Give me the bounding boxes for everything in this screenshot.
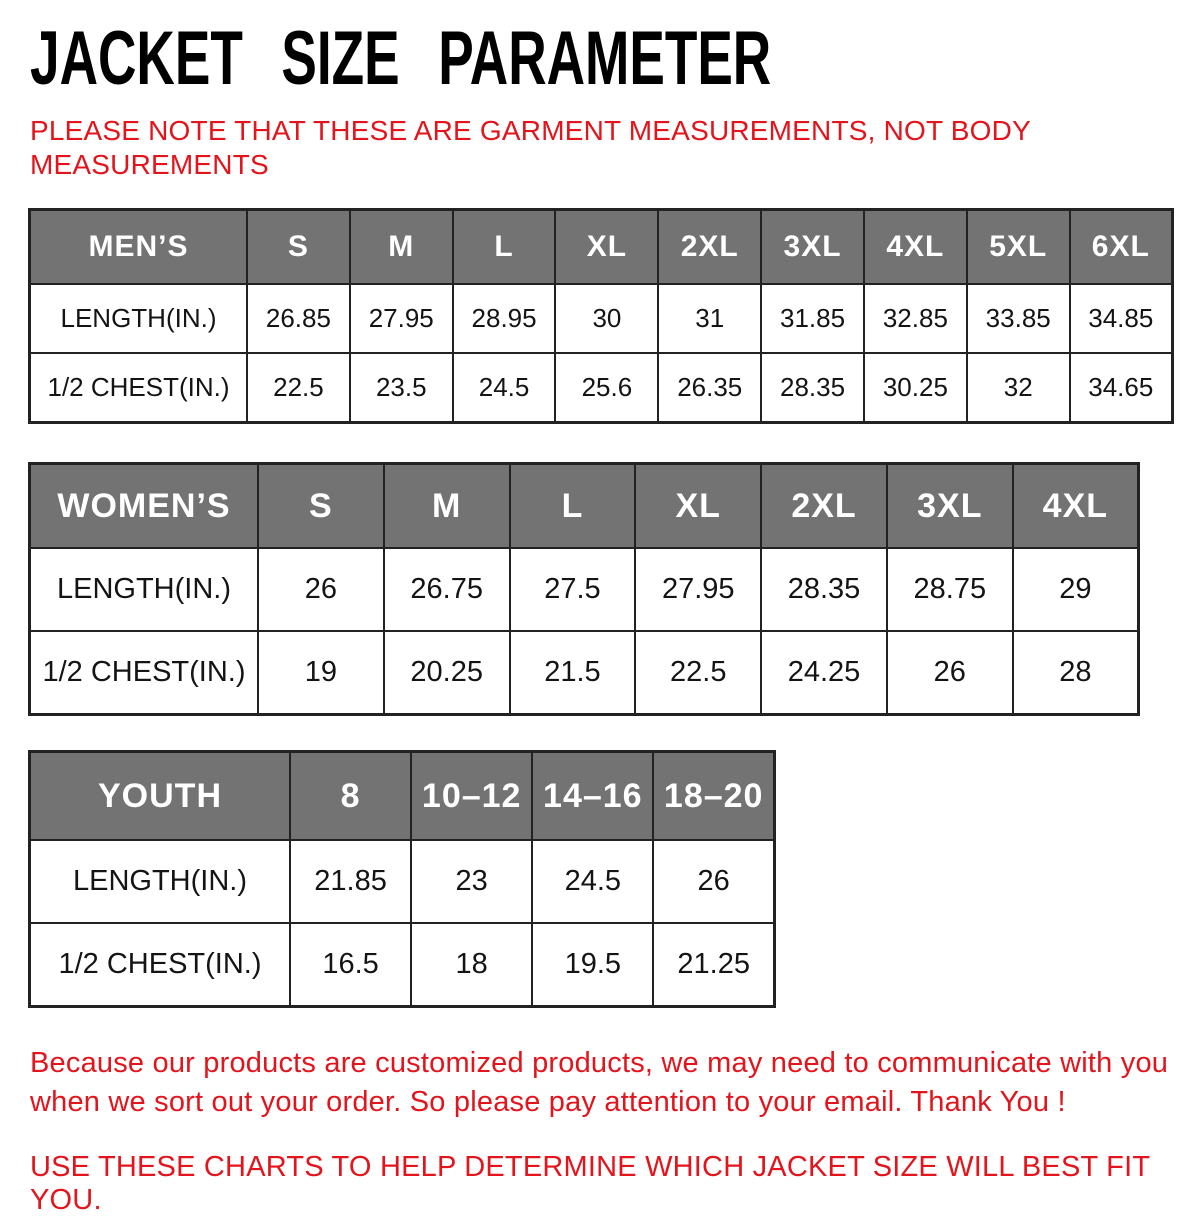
mens-table-row bbox=[30, 284, 1173, 353]
mens-measurement-cell: 28.95 bbox=[453, 284, 556, 353]
youth-size-table bbox=[28, 750, 776, 1008]
mens-measurement-cell: 32 bbox=[967, 353, 1070, 423]
womens-measurement-cell: 29 bbox=[1013, 548, 1139, 631]
youth-measurement-cell: 21.85 bbox=[290, 840, 411, 923]
womens-measurement-cell: 26.75 bbox=[384, 548, 510, 631]
mens-measurement-cell: 24.5 bbox=[453, 353, 556, 423]
mens-size-header: 2XL bbox=[658, 210, 761, 285]
womens-table-row bbox=[30, 631, 1139, 715]
womens-size-header: L bbox=[510, 464, 636, 549]
youth-table-row bbox=[30, 840, 775, 923]
mens-measurement-cell: 27.95 bbox=[350, 284, 453, 353]
mens-measurement-cell: 22.5 bbox=[247, 353, 350, 423]
note-line: MEASUREMENTS bbox=[30, 149, 269, 181]
womens-measurement-cell: 26 bbox=[258, 548, 384, 631]
youth-size-header: 14–16 bbox=[532, 752, 653, 841]
mens-size-header: 5XL bbox=[967, 210, 1070, 285]
mens-measurement-cell: 26.85 bbox=[247, 284, 350, 353]
youth-size-header: 18–20 bbox=[653, 752, 774, 841]
womens-size-header: 3XL bbox=[887, 464, 1013, 549]
youth-size-header: 8 bbox=[290, 752, 411, 841]
footer-line: Because our products are customized products, we may need to communicate with you bbox=[30, 1047, 1169, 1080]
womens-measurement-cell: 27.95 bbox=[635, 548, 761, 631]
mens-size-header: S bbox=[247, 210, 350, 285]
mens-category-header: MEN’S bbox=[30, 210, 248, 285]
youth-measurement-cell: 23 bbox=[411, 840, 532, 923]
womens-size-table bbox=[28, 462, 1140, 716]
mens-size-header: 4XL bbox=[864, 210, 967, 285]
size-chart-page bbox=[0, 16, 1200, 1228]
youth-category-header: YOUTH bbox=[30, 752, 291, 841]
mens-row-label: LENGTH(IN.) bbox=[30, 284, 248, 353]
garment-measurement-note bbox=[30, 114, 1200, 182]
note-line: PLEASE NOTE THAT THESE ARE GARMENT MEASUREMENTS, NOT BODY bbox=[30, 115, 1031, 146]
womens-table-row bbox=[30, 548, 1139, 631]
youth-measurement-cell: 21.25 bbox=[653, 923, 774, 1007]
womens-size-header: XL bbox=[635, 464, 761, 549]
womens-row-label: 1/2 CHEST(IN.) bbox=[30, 631, 259, 715]
youth-measurement-cell: 26 bbox=[653, 840, 774, 923]
mens-measurement-cell: 32.85 bbox=[864, 284, 967, 353]
mens-measurement-cell: 25.6 bbox=[555, 353, 658, 423]
mens-measurement-cell: 30 bbox=[555, 284, 658, 353]
youth-measurement-cell: 18 bbox=[411, 923, 532, 1007]
womens-row-label: LENGTH(IN.) bbox=[30, 548, 259, 631]
youth-measurement-cell: 19.5 bbox=[532, 923, 653, 1007]
mens-size-table bbox=[28, 208, 1174, 424]
page-container bbox=[0, 16, 1200, 1228]
mens-row-label: 1/2 CHEST(IN.) bbox=[30, 353, 248, 423]
youth-measurement-cell: 16.5 bbox=[290, 923, 411, 1007]
mens-measurement-cell: 33.85 bbox=[967, 284, 1070, 353]
womens-measurement-cell: 19 bbox=[258, 631, 384, 715]
womens-size-header: S bbox=[258, 464, 384, 549]
youth-row-label: LENGTH(IN.) bbox=[30, 840, 291, 923]
youth-header-row bbox=[30, 752, 775, 841]
youth-measurement-cell: 24.5 bbox=[532, 840, 653, 923]
chart-usage-note: USE THESE CHARTS TO HELP DETERMINE WHICH JACKET SIZE WILL BEST FIT YOU. bbox=[30, 1150, 1150, 1216]
mens-measurement-cell: 34.85 bbox=[1070, 284, 1173, 353]
mens-size-header: M bbox=[350, 210, 453, 285]
womens-size-header: 4XL bbox=[1013, 464, 1139, 549]
womens-measurement-cell: 22.5 bbox=[635, 631, 761, 715]
page-title: JACKET SIZE PARAMETER bbox=[30, 16, 772, 101]
womens-measurement-cell: 28.75 bbox=[887, 548, 1013, 631]
mens-measurement-cell: 31 bbox=[658, 284, 761, 353]
footer-line: when we sort out your order. So please pay attention to your email. Thank You ! bbox=[30, 1085, 1066, 1118]
youth-size-header: 10–12 bbox=[411, 752, 532, 841]
womens-measurement-cell: 27.5 bbox=[510, 548, 636, 631]
mens-size-header: XL bbox=[555, 210, 658, 285]
mens-measurement-cell: 30.25 bbox=[864, 353, 967, 423]
youth-table-row bbox=[30, 923, 775, 1007]
womens-measurement-cell: 28.35 bbox=[761, 548, 887, 631]
womens-measurement-cell: 26 bbox=[887, 631, 1013, 715]
mens-size-header: 3XL bbox=[761, 210, 864, 285]
womens-measurement-cell: 24.25 bbox=[761, 631, 887, 715]
womens-size-header: M bbox=[384, 464, 510, 549]
womens-header-row bbox=[30, 464, 1139, 549]
womens-measurement-cell: 21.5 bbox=[510, 631, 636, 715]
mens-measurement-cell: 23.5 bbox=[350, 353, 453, 423]
womens-measurement-cell: 20.25 bbox=[384, 631, 510, 715]
womens-measurement-cell: 28 bbox=[1013, 631, 1139, 715]
mens-header-row bbox=[30, 210, 1173, 285]
mens-measurement-cell: 31.85 bbox=[761, 284, 864, 353]
youth-row-label: 1/2 CHEST(IN.) bbox=[30, 923, 291, 1007]
mens-table-row bbox=[30, 353, 1173, 423]
womens-size-header: 2XL bbox=[761, 464, 887, 549]
mens-size-header: 6XL bbox=[1070, 210, 1173, 285]
mens-measurement-cell: 26.35 bbox=[658, 353, 761, 423]
mens-measurement-cell: 28.35 bbox=[761, 353, 864, 423]
mens-measurement-cell: 34.65 bbox=[1070, 353, 1173, 423]
womens-category-header: WOMEN’S bbox=[30, 464, 259, 549]
custom-order-notice bbox=[30, 1044, 1200, 1121]
mens-size-header: L bbox=[453, 210, 556, 285]
